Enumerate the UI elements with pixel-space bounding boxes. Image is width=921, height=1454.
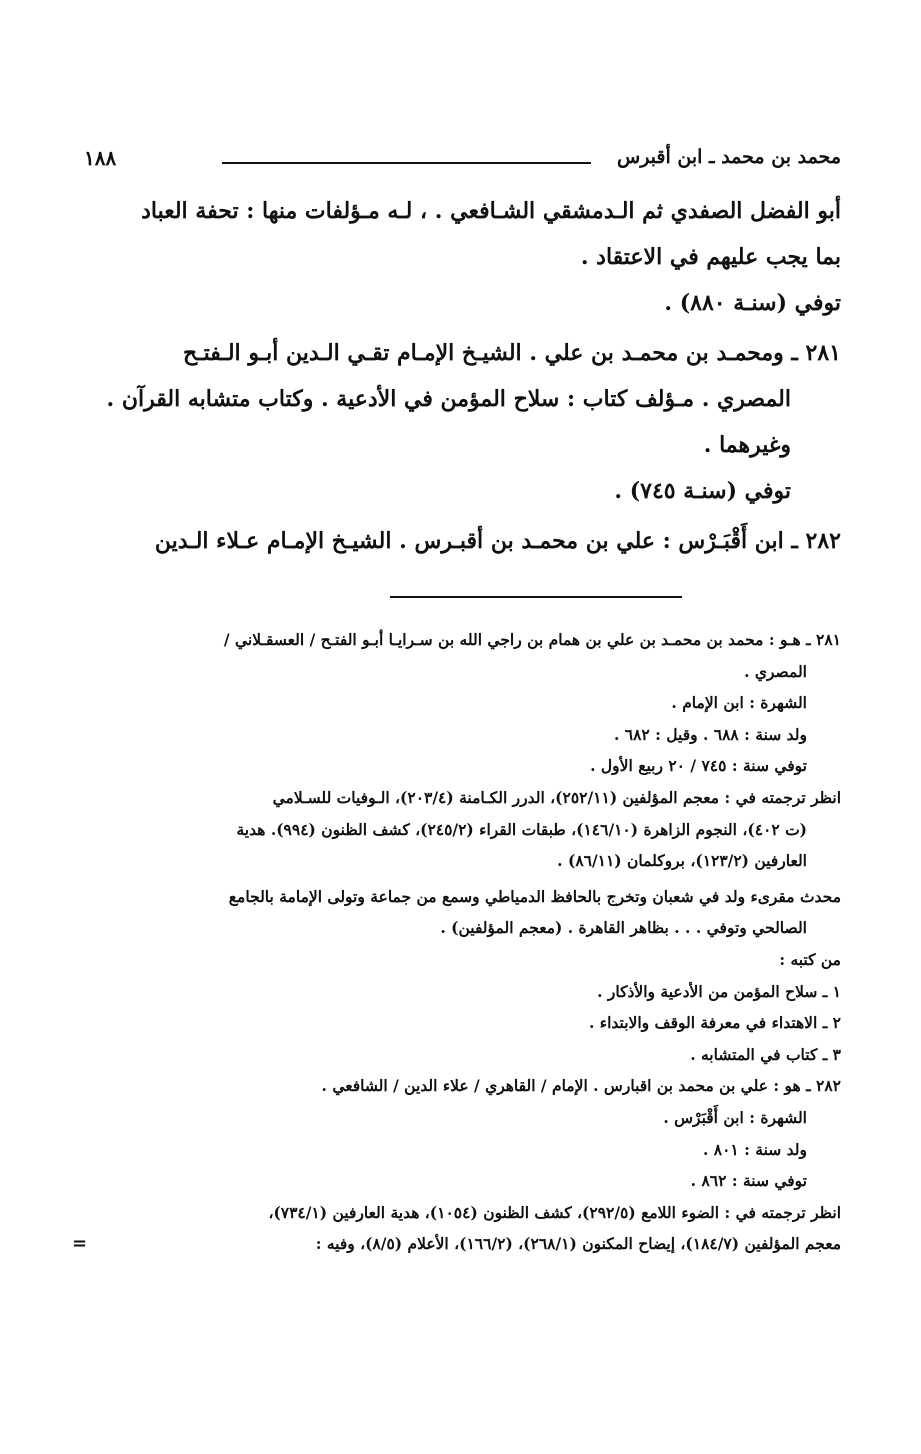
footnote-line: (ت ٤٠٢)، النجوم الزاهرة (١٤٦/١٠)، طبقات القراء (٢٤٥/٢)، كشف الظنون (٩٩٤). هدية	[236, 819, 807, 839]
continuation-mark: =	[72, 1233, 88, 1255]
footnote-line: المصري .	[744, 661, 807, 681]
footnote-line: الصالحي وتوفي . . . بظاهر القاهرة . (معجم المؤلفين) .	[440, 918, 807, 938]
footnote-text: معجم المؤلفين (١٨٤/٧)، إيضاح المكنون (٢٦٨/١)، (١٦٦/٢)، الأعلام (٨/٥)، وفيه :	[315, 1234, 841, 1254]
footnote-line: انظر ترجمته في : الضوء اللامع (٢٩٢/٥)، كشف الظنون (١٠٥٤)، هدية العارفين (٧٣٤/١)،	[268, 1202, 841, 1222]
footnote-line: من كتبه :	[779, 949, 841, 969]
entry-281-heading: ٢٨١ ـ ومحمـد بن محمـد بن علي . الشيـخ الإمـام تقـي الـدين أبـو الـفتـح	[182, 340, 841, 366]
entry-282-heading: ٢٨٢ ـ ابن أَقْبَـرْس : علي بن محمـد بن أقبـرس . الشيـخ الإمـام عـلاء الـدين	[154, 528, 841, 554]
running-header	[84, 146, 841, 176]
footnote-line: ولد سنة : ٦٨٨ . وقيل : ٦٨٢ .	[613, 724, 807, 744]
footnote-separator	[390, 596, 682, 598]
footnote-line: انظر ترجمته في : معجم المؤلفين (٢٥٢/١١)، الدرر الكـامنة (٢٠٣/٤)، الـوفيات للسـلامي	[272, 787, 841, 807]
page-number: ١٨٨	[84, 146, 117, 170]
footnote-line: ٢٨١ ـ هـو : محمد بن محمـد بن علي بن همام بن راجي الله بن سـرايـا أبـو الفتـح / العسقـلاني /	[223, 630, 841, 649]
header-title: محمد بن محمد ـ ابن أقبرس	[617, 146, 841, 168]
footnote-line: العارفين (١٢٣/٢)، بروكلمان (٨٦/١١) .	[557, 851, 807, 871]
text-line: بما يجب عليهم في الاعتقاد .	[580, 244, 841, 270]
footnote-line: ولد سنة : ٨٠١ .	[702, 1139, 807, 1159]
footnote-line: ٢ ـ الاهتداء في معرفة الوقف والابتداء .	[589, 1013, 841, 1033]
footnotes	[72, 624, 841, 1260]
text-line: أبو الفضل الصفدي ثم الـدمشقي الشـافعي . ، لـه مـؤلفات منها : تحفة العباد	[141, 198, 841, 224]
footnote-line: ٣ ـ كتاب في المتشابه .	[690, 1044, 841, 1064]
footnote-line: الشهرة : ابن أَقْبَرْس .	[663, 1107, 807, 1127]
footnote-line: محدث مقرىء ولد في شعبان وتخرج بالحافظ الدمياطي وسمع من جماعة وتولى الإمامة بالجامع	[228, 886, 841, 906]
text-line: المصري . مـؤلف كتاب : سلاح المؤمن في الأدعية . وكتاب متشابه القرآن .	[106, 386, 791, 412]
death-line: توفي (سنـة ٧٤٥) .	[614, 478, 791, 504]
footnote-line: توفي سنة : ٨٦٢ .	[690, 1171, 807, 1191]
footnote-line: الشهرة : ابن الإمام .	[671, 693, 807, 713]
main-text	[84, 188, 841, 564]
text-line: وغيرهما .	[703, 432, 791, 458]
footnote-line: ٢٨٢ ـ هو : علي بن محمد بن اقبارس . الإمام / القاهري / علاء الدين / الشافعي .	[321, 1076, 841, 1096]
footnote-line	[72, 1228, 841, 1260]
death-line: توفي (سنـة ٨٨٠) .	[664, 290, 841, 316]
header-rule	[222, 162, 591, 164]
footnote-line: توفي سنة : ٧٤٥ / ٢٠ ربيع الأول .	[590, 756, 807, 776]
footnote-line: ١ ـ سلاح المؤمن من الأدعية والأذكار .	[597, 981, 841, 1001]
